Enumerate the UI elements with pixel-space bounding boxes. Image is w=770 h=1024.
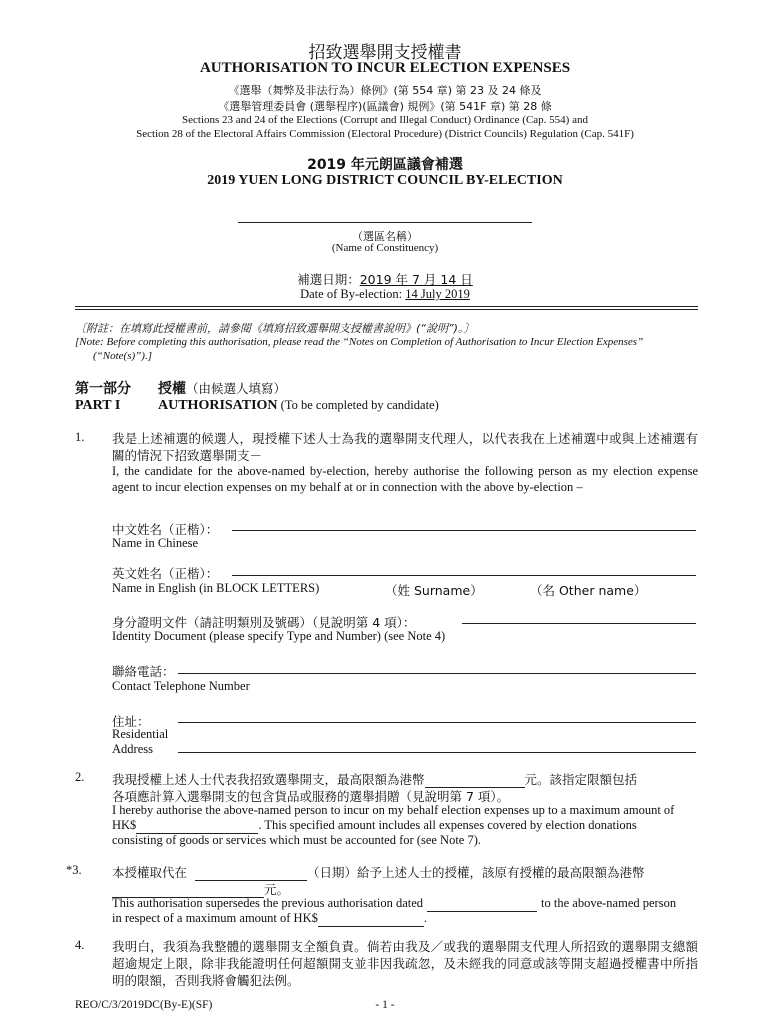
- address-label-en-2: Address: [112, 742, 153, 756]
- item-2-number: 2.: [75, 770, 85, 784]
- identity-document-label-en: Identity Document (please specify Type and Number) (see Note 4): [112, 629, 446, 643]
- address-input-line-2[interactable]: [178, 752, 696, 753]
- legal-reference-zh-1: 《選舉（舞弊及非法行為）條例》(第 554 章) 第 23 及 24 條及: [228, 84, 542, 97]
- by-election-date-en: [0, 287, 770, 302]
- telephone-label-en: Contact Telephone Number: [112, 679, 250, 693]
- part-subtitle-zh: （由候選人填寫）: [186, 381, 287, 396]
- item-2-text-zh-b: 元。該指定限額包括: [524, 772, 638, 787]
- part-number-zh: 第一部分: [75, 381, 131, 397]
- other-name-label: （名 Other name）: [530, 583, 647, 598]
- identity-document-label-zh: 身分證明文件（請註明類別及號碼）（見說明第 4 項）：: [112, 615, 416, 630]
- part-number-en: PART I: [75, 398, 121, 413]
- english-name-label-en: Name in English (in BLOCK LETTERS): [112, 581, 320, 595]
- previous-amount-input-line-en[interactable]: [318, 911, 424, 927]
- part-title-zh: 授權: [158, 381, 186, 397]
- legal-reference-en-1: Sections 23 and 24 of the Elections (Corrupt and Illegal Conduct) Ordinance (Cap. 554) and: [182, 114, 588, 126]
- date-label-en: Date of By-election:: [300, 287, 406, 301]
- constituency-input-line[interactable]: [238, 222, 532, 223]
- item-3-text-zh-b: （日期）給予上述人士的授權，該原有授權的最高限額為港幣: [307, 865, 645, 880]
- divider-top-2: [75, 309, 698, 310]
- date-value-zh: 2019 年 7 月 14 日: [359, 272, 473, 287]
- item-2-text-en-b: . This specified amount includes all expenses covered by election donations: [258, 818, 637, 832]
- page-number: - 1 -: [375, 999, 395, 1011]
- previous-date-input-line-en[interactable]: [427, 896, 537, 912]
- legal-reference-zh-2: 《選舉管理委員會 (選舉程序)(區議會) 規例》(第 541F 章) 第 28 條: [218, 100, 552, 113]
- item-3-text-zh-line-1: [112, 863, 645, 881]
- item-1-text-zh: 我是上述補選的候選人，現授權下述人士為我的選舉開支代理人，以代表我在上述補選中或與上述補選有關的情況下招致選舉開支－: [112, 431, 698, 463]
- item-3-text-en-line-1: [112, 896, 676, 912]
- address-input-line-1[interactable]: [178, 722, 696, 723]
- previous-date-input-line-zh[interactable]: [195, 865, 307, 881]
- election-title-zh: 2019 年元朗區議會補選: [307, 157, 463, 173]
- constituency-label-en: (Name of Constituency): [331, 242, 439, 254]
- by-election-date-zh: [0, 270, 770, 288]
- item-1-number: 1.: [75, 430, 85, 444]
- item-2-text-zh-line-2: 各項應計算入選舉開支的包含貨品或服務的選舉捐贈（見說明第 7 項）。: [112, 789, 510, 804]
- address-label-en-1: Residential: [112, 727, 169, 741]
- item-4-text-zh: 我明白，我須為我整體的選舉開支全額負責。倘若由我及／或我的選舉開支代理人所招致的選舉開支總額超逾規定上限，除非我能證明任何超額開支並非因我疏忽，及未經我的同意或該等開支超過授權書中所指明的限額，否則我將會觸犯法例。: [112, 939, 698, 988]
- telephone-label-zh: 聯絡電話：: [112, 664, 175, 679]
- item-3-text-en-d: .: [423, 911, 427, 925]
- item-2-text-zh-a: 我現授權上述人士代表我招致選舉開支，最高限額為港幣: [112, 772, 425, 787]
- item-3-text-en-b: to the above-named person: [541, 896, 677, 910]
- item-3-text-zh-a: 本授權取代在: [112, 865, 188, 880]
- item-3-text-zh-c: 元。: [264, 882, 290, 897]
- item-2-hk-label: HK$: [112, 818, 137, 832]
- divider-top: [75, 306, 698, 307]
- chinese-name-input-line[interactable]: [232, 530, 696, 531]
- item-1-text-en: I, the candidate for the above-named by-election, hereby authorise the following person as my election expense agent to incur election expenses on my behalf at or in connection with the above by-election –: [112, 464, 698, 494]
- part-title-en: AUTHORISATION: [158, 398, 278, 413]
- telephone-input-line[interactable]: [178, 673, 696, 674]
- chinese-name-label-en: Name in Chinese: [112, 536, 199, 550]
- english-name-input-line[interactable]: [232, 575, 696, 576]
- item-2-text-en-line-3: consisting of goods or services which must be accounted for (see Note 7).: [112, 833, 482, 847]
- part-title-zh-wrap: [158, 378, 286, 398]
- item-3-number: *3.: [66, 863, 82, 877]
- item-2-text-zh-line-1: [112, 770, 637, 788]
- form-reference: REO/C/3/2019DC(By-E)(SF): [75, 999, 213, 1011]
- constituency-label-zh: （選區名稱）: [352, 230, 418, 243]
- item-2-text-en-line-2: [112, 818, 637, 834]
- identity-document-input-line[interactable]: [462, 623, 696, 624]
- note-en-2: (“Note(s)”).]: [93, 350, 152, 362]
- legal-reference-en-2: Section 28 of the Electoral Affairs Commission (Electoral Procedure) (District Councils) Regulation (Cap. 541F): [136, 128, 634, 140]
- note-en-1: [Note: Before completing this authorisation, please read the “Notes on Completion of Authorisation to Incur Election Expenses”: [75, 336, 644, 348]
- date-label-zh: 補選日期：: [297, 272, 360, 287]
- date-value-en: 14 July 2019: [405, 287, 470, 301]
- note-zh: 〔附註：在填寫此授權書前，請參閱《填寫招致選舉開支授權書說明》(“說明”)。〕: [75, 322, 475, 335]
- max-amount-input-line-en[interactable]: [136, 818, 258, 834]
- item-2-text-en-line-1: I hereby authorise the above-named person to incur on my behalf election expenses up to a maximum amount of: [112, 803, 675, 817]
- english-name-label-zh: 英文姓名（正楷）：: [112, 566, 219, 581]
- address-label-zh: 住址：: [112, 714, 150, 729]
- title-chinese: 招致選舉開支授權書: [308, 43, 462, 63]
- election-title-en: 2019 YUEN LONG DISTRICT COUNCIL BY-ELECTION: [207, 173, 563, 188]
- part-subtitle-en: (To be completed by candidate): [277, 398, 439, 412]
- title-english: AUTHORISATION TO INCUR ELECTION EXPENSES: [199, 60, 571, 76]
- item-3-text-en-c: in respect of a maximum amount of HK$: [112, 911, 318, 925]
- item-3-text-en-a: This authorisation supersedes the previous authorisation dated: [112, 896, 424, 910]
- part-title-en-wrap: [158, 398, 439, 414]
- chinese-name-label-zh: 中文姓名（正楷）：: [112, 522, 219, 537]
- item-4-number: 4.: [75, 938, 85, 952]
- item-3-text-en-line-2: [112, 911, 427, 927]
- max-amount-input-line-zh[interactable]: [425, 772, 525, 788]
- surname-label: （姓 Surname）: [385, 583, 483, 598]
